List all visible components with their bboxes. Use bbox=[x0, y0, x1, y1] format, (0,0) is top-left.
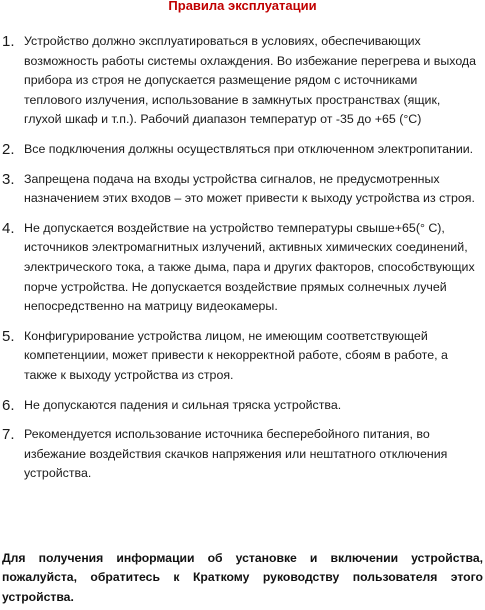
rules-list bbox=[0, 32, 485, 494]
rule-number: 5. bbox=[2, 327, 15, 345]
rule-item bbox=[0, 327, 485, 386]
rule-number: 6. bbox=[2, 396, 15, 414]
rule-number: 1. bbox=[2, 33, 15, 50]
rule-number: 4. bbox=[2, 219, 15, 237]
rule-text: Не допускаются падения и сильная тряска устройства. bbox=[24, 397, 342, 412]
rule-item bbox=[0, 170, 485, 209]
rule-number: 3. bbox=[2, 170, 15, 188]
rule-text: Не допускается воздействие на устройство температуры свыше+65(° С), источников электромагнитных излучений, активных химических соединений, электрического тока, а также дыма, пара и других факторов, способствующих порче устройства. Не допускается воздействие прямых солнечных лучей непосредственно на матрицу видеокамеры. bbox=[24, 220, 475, 314]
footer-note: Для получения информации об установке и включении устройства, пожалуйста, обратитесь к Краткому руководству пользователя этого устройства. bbox=[2, 551, 483, 604]
rule-item bbox=[0, 140, 485, 160]
rule-text: Устройство должно эксплуатироваться в условиях, обеспечивающих возможность работы системы охлаждения. Во избежание перегрева и выхода прибора из строя не допускается размещение рядом с источниками теплового излучения, использование в замкнутых пространствах (ящик, глухой шкаф и т.п.). Рабочий диапазон температур от -35 до +65 (°С) bbox=[24, 34, 477, 127]
rule-text: Конфигурирование устройства лицом, не имеющим соответствующей компетенциии, может привести к некорректной работе, сбоям в работе, а также к выходу устройства из строя. bbox=[24, 328, 448, 382]
rule-item bbox=[0, 425, 485, 484]
rule-item bbox=[0, 396, 485, 416]
rule-number: 2. bbox=[2, 140, 15, 158]
rule-number: 7. bbox=[2, 426, 15, 444]
rule-item bbox=[0, 219, 485, 317]
document-title: Правила эксплуатации bbox=[168, 0, 317, 13]
rule-text: Все подключения должны осуществляться при отключенном электропитании. bbox=[24, 141, 474, 156]
rule-text: Запрещена подача на входы устройства сигналов, не предусмотренных назначением этих входов – это может привести к выходу устройства из строя. bbox=[24, 171, 475, 206]
rule-item bbox=[0, 32, 485, 130]
rule-text: Рекомендуется использование источника бесперебойного питания, во избежание воздействия скачков напряжения или нештатного отключения устройства. bbox=[24, 427, 448, 481]
